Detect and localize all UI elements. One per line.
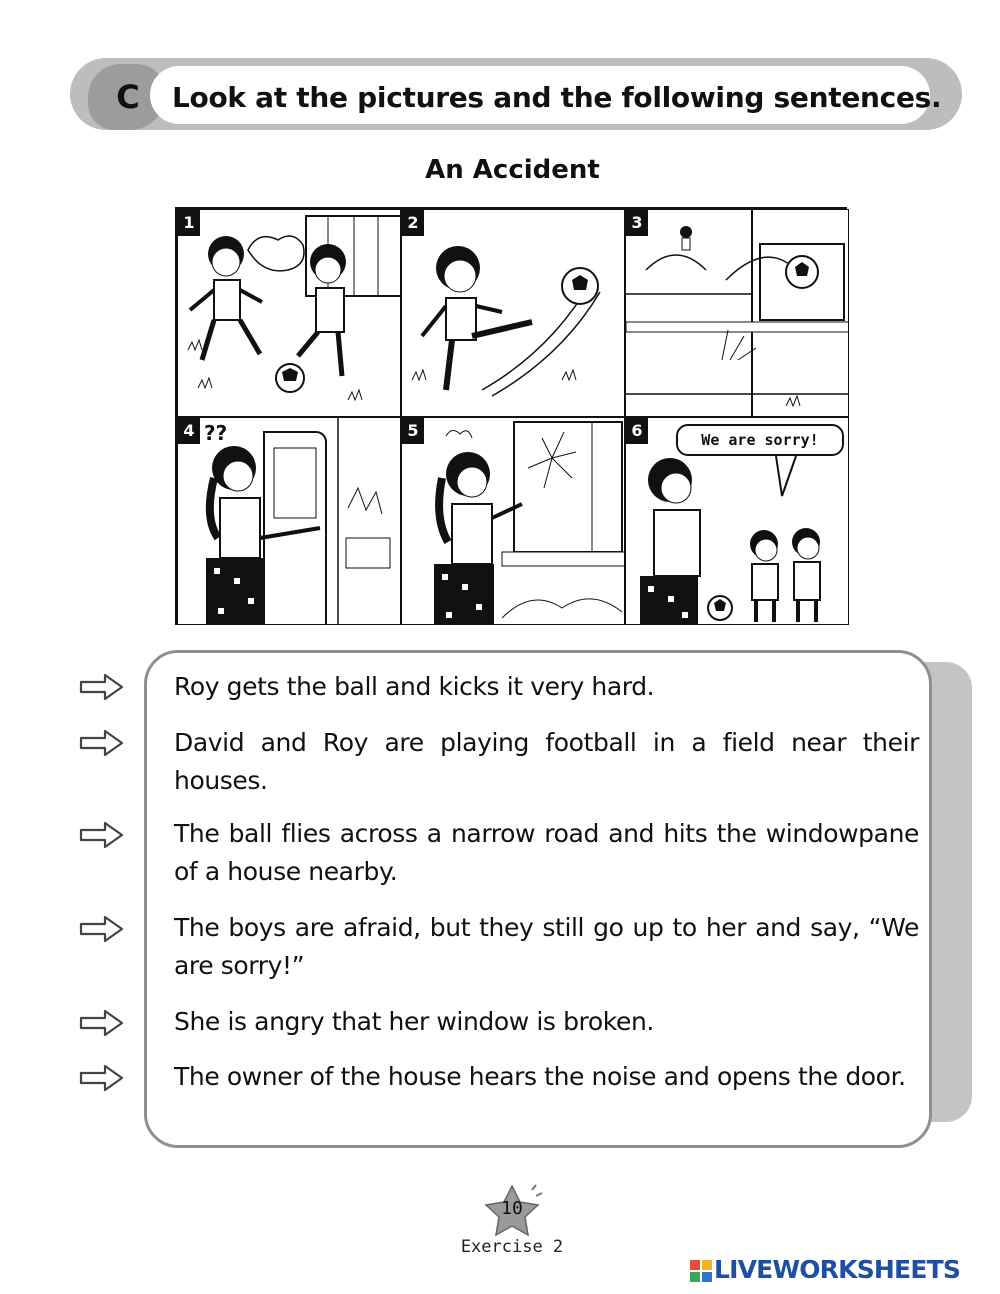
- speech-bubble: We are sorry!: [676, 424, 844, 456]
- panel-number: 3: [626, 210, 648, 236]
- broken-window-illustration: [402, 418, 625, 625]
- comic-panel-3: [625, 209, 849, 417]
- arrow-icon: [78, 1008, 126, 1038]
- panel-number: 5: [402, 418, 424, 444]
- boys-playing-illustration: [178, 210, 401, 417]
- sentence-4: The boys are afraid, but they still go up to her and say, “We are sorry!”: [174, 913, 919, 980]
- sentence-3: The ball flies across a narrow road and hits the windowpane of a house nearby.: [174, 819, 919, 886]
- comic-panel-1: [177, 209, 401, 417]
- section-letter: C: [116, 78, 140, 116]
- comic-panel-4: [177, 417, 401, 625]
- ball-hits-window-illustration: [626, 210, 849, 417]
- owner-opens-door-illustration: [178, 418, 401, 625]
- exercise-label: Exercise 2: [460, 1237, 564, 1257]
- arrow-icon: [78, 914, 126, 944]
- page-number: 10: [501, 1198, 523, 1219]
- panel-number: 4: [178, 418, 200, 444]
- arrow-icon: [78, 820, 126, 850]
- sentence-1: Roy gets the ball and kicks it very hard.: [174, 672, 655, 701]
- comic-panel-2: [401, 209, 625, 417]
- panel-number: 6: [626, 418, 648, 444]
- story-title: An Accident: [425, 155, 600, 185]
- logo-squares-icon: [690, 1260, 712, 1282]
- comic-panel-6: [625, 417, 849, 625]
- sentence-2: David and Roy are playing football in a field near their houses.: [174, 728, 919, 795]
- instruction-text: Look at the pictures and the following sentences.: [172, 81, 942, 114]
- sentence-6: The owner of the house hears the noise and opens the door.: [174, 1062, 906, 1091]
- question-marks: ??: [204, 421, 228, 445]
- comic-strip: [175, 207, 847, 625]
- kick-illustration: [402, 210, 625, 417]
- panel-number: 2: [402, 210, 424, 236]
- sentence-5: She is angry that her window is broken.: [174, 1007, 654, 1036]
- arrow-icon: [78, 672, 126, 702]
- panel-number: 1: [178, 210, 200, 236]
- brand-name: LIVEWORKSHEETS: [714, 1255, 961, 1284]
- liveworksheets-logo: [690, 1254, 986, 1286]
- comic-panel-5: [401, 417, 625, 625]
- arrow-icon: [78, 1063, 126, 1093]
- arrow-icon: [78, 728, 126, 758]
